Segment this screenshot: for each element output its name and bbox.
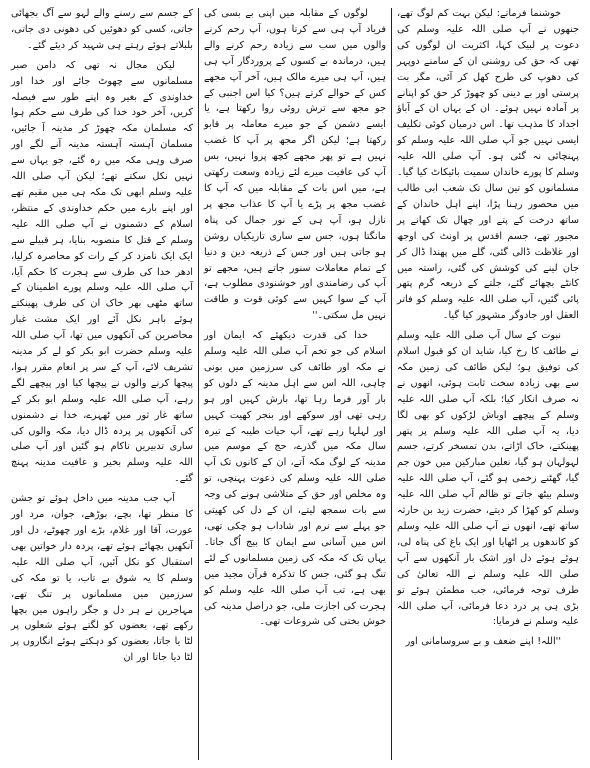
paragraph: ''اللہ! اپنے ضعف و بے سروسامانی اور [405, 636, 561, 648]
paragraph: کے جسم سے رسنے والے لہو سے آگ بجھائی جاتی، کسی کو دھوئیں کی دھونی دی جاتی، بلبلاتے ہوئے رہتے ہی شہید کر دیئے گئے۔ [11, 8, 193, 51]
column-divider [198, 8, 199, 760]
paragraph: آپ جب مدینہ میں داخل ہوئے تو جشن کا منظر تھا، بچے، بوڑھے، جوان، مرد اور عورت، آقا اور غلام، بڑے اور چھوٹے، دل اور آنکھیں بچھائے ہوئے تھے، پردہ دار خواتین بھی استقبال کو نکل آئیں، آپ صلی اللہ علیہ وسلم کا یہ شوق بے تاب، یا تو مکہ کی سرزمین میں مسلمانوں پر تنگ تھے، مہاجرین نے ہر دل و جگر راہوں میں بچھا رکھے تھے، بعضوں کو لگتے ہوئے شعلوں پر لٹا یا جاتا، بعضوں کو دہکتے ہوئے انگاروں پر لٹا دیا جاتا اور ان [11, 493, 193, 664]
paragraph: خوشنما فرماتے: لیکن بہت کم لوگ تھے، جنھوں نے آپ صلی اللہ علیہ وسلم کی دعوت پر لبیک کہا، اکثریت ان لوگوں کی تھی کہ حق کی روشنی ان کے سامنے دوپہر کی دھوپ کی طرح کھل کر آئی، مگر بت پرستی اور بے دینی کو چھوڑ کر حق کو اپنانے پر آمادہ نہیں ہوئے۔ ان کے یہاں ان کے آباؤ اجداد کا مذہب تھا۔ اس درمیان کوئی تکلیف ایسی نہیں جو آپ صلی اللہ علیہ وسلم کو پہنچائی نہ گئی ہو۔ آپ صلی اللہ علیہ وسلم کا پورے خاندان سمیت بائیکاٹ کیا گیا۔ مسلمانوں کو تین سال تک شعب ابی طالب میں محصور رہنا پڑا، اپنے اہل خاندان کے ساتھ درخت کے پتے اور چھال تک کھانے پر مجبور تھے، جسم اقدس پر اونٹ کی اوجھ اور غلاظت ڈالی گئی، گلے میں پھندا ڈال کر جان لینے کی کوشش کی گئی، راستہ میں کانٹے بچھائے گئے، جلتے کے ذریعہ گرم پتھر پائی گئیں، آپ صلی اللہ علیہ وسلم کو فاتر العقل اور جادوگر مشہور کیا گیا۔ [397, 8, 579, 322]
column-divider [391, 8, 392, 760]
paragraph: لوگوں کے مقابلہ میں اپنی بے بسی کی فریاد آپ ہی سے کرتا ہوں، آپ رحم کرنے والوں میں سب سے زیادہ رحم کرنے والے ہیں، درماندہ بے کسوں کے پروردگار آپ ہی ہیں، آپ ہی میرے مالک ہیں، آخر آپ مجھے کس کے حوالے کرتے ہیں؟ کیا اس اجنبی کے جو مجھ سے ترش روئی روا رکھتا ہے، یا ایسے دشمن کے جو میرے معاملہ پر قابو رکھتا ہے؛ لیکن اگر مجھ پر آپ کا غضب نہیں ہے تو پھر مجھے کچھ پروا نہیں، بس آپ کی عافیت میرے لئے زیادہ وسعت رکھتی ہے، میں اس بات کے مقابلہ میں کہ آپ کا غضب مجھ پر پڑے یا آپ کا عذاب مجھ پر نازل ہو، آپ ہی کے نور جمال کی پناہ مانگتا ہوں، جس سے ساری تاریکیاں روشن ہو جاتی ہیں اور جس کے ذریعہ دین و دنیا کے تمام معاملات سنور جاتے ہیں، مجھے تو آپ کی رضامندی اور خوشنودی مطلوب ہے، آپ کے سوا کہیں سے کوئی قوت و طاقت نہیں مل سکتی۔'' [204, 8, 386, 322]
paragraph: لیکن مجال نہ تھی کہ دامن صبر مسلمانوں سے چھوٹ جائے اور خدا اور خداوندی کے بغیر وہ اپنے طور سے فیصلہ کریں، آخر خود خدا کی طرف سے حکم ہوا کہ مسلمان مکہ چھوڑ کر مدینہ آ جائیں، مسلمان آہستہ آہستہ مدینہ آنے لگے اور صرف وہی مکہ میں رہ گئے، جو یہاں سے نہیں نکل سکتے تھے؛ لیکن آپ صلی اللہ علیہ وسلم ابھی تک مکہ ہی میں مقیم تھے اور اپنے بارے میں حکم خداوندی کے منتظر، اسلام کے دشمنوں نے آپ صلی اللہ علیہ وسلم کے قتل کا منصوبہ بنایا، ہر قبیلے سے ایک ایک نامزد کر کے رات کو محاصرہ کرلیا، ادھر خدا کی طرف سے ہجرت کا حکم آیا، آپ صلی اللہ علیہ وسلم پورے اطمینان کے ساتھ مٹھی بھر خاک ان کی طرف پھینکتے ہوئے باہر نکل آئے اور ایک مشت غبار محاصرین کی آنکھوں میں تھا، آپ صلی اللہ علیہ وسلم حضرت ابو بکر کو لے کر مدینہ تشریف لائے، آپ کے سر پر انعام مقرر ہوا، پیچھا کرنے والوں نے پیچھا کیا اور پیچھے لگے رہے، آپ صلی اللہ علیہ وسلم ابو بکر کے ساتھ غار ثور میں ٹھہرے، خدا نے دشمنوں کی آنکھوں پر پردہ ڈال دیا، مکہ والوں کی ساری تدبیریں ناکام ہو گئیں اور آپ صلی اللہ علیہ وسلم بخیر و عافیت مدینہ پہنچ گئے۔ [11, 59, 193, 485]
paragraph: خدا کی قدرت دیکھئے کہ ایمان اور اسلام کی جو تخم آپ صلی اللہ علیہ وسلم نے مکہ اور طائف کی سرزمین میں بونی چاہی، اللہ اس سے اہل مدینہ کے دلوں کو بار آور فرما رہا تھا، بارش کہیں اور ہو رہی تھی اور سوکھے اور بنجر کھیت کہیں اور لہلہا رہے تھے، آپ حیات طیبہ کے تیرہ سال مکہ میں گذرے، حج کے موسم میں مدینہ کے لوگ مکہ آتے، ان کے کانوں تک آپ صلی اللہ علیہ وسلم کی دعوت پہنچی، تو وہ مخلص اور حق کے متلاشی ہونے کی وجہ سے بات سمجھ لیتے، ان کے دل کی کھیتی جو پہلے سے نرم اور شاداب ہو چکی تھی، اس میں آسانی سے ایمان کا بیج اُگ جاتا۔ یہاں تک کہ مکہ کی زمین مسلمانوں کے لئے تنگ ہو گئی، جس کا تذکرہ قرآن مجید میں بھی ہے، تب آپ صلی اللہ علیہ وسلم کو ہجرت کی اجازت ملی، جو دراصل مدینہ کی خوش بختی کی شروعات تھی۔ [204, 330, 386, 628]
text-columns [8, 6, 582, 762]
column-middle [201, 6, 389, 762]
column-left [8, 6, 196, 762]
paragraph: نبوت کے سال آپ صلی اللہ علیہ وسلم نے طائف کا رخ کیا، شاید ان کو قبول اسلام کی توفیق ہو؛ لیکن طائف کی زمین مکہ سے بھی زیادہ سخت ثابت ہوئی، انھوں نے نہ صرف انکار کیا؛ بلکہ آپ صلی اللہ علیہ وسلم کے پیچھے اوباش لڑکوں کو بھی لگا دیا، یہ آپ صلی اللہ علیہ وسلم پر پتھر پھینکتے، خاک اڑاتے، بدن تمسخر کرتے، جسم لہولہان ہو گیا، نعلین مبارکین میں خون جم گیا، گھٹنے زخمی ہو گئے، آپ صلی اللہ علیہ وسلم بیٹھ جاتے تو ظالم آپ صلی اللہ علیہ وسلم کو کھڑا کر دیتے، حضرت زید بن حارثہ ساتھ تھے، انھوں نے آپ صلی اللہ علیہ وسلم کو کاندھوں پر اٹھایا اور ایک باغ کی پناہ لی، ہوئے ہوئے دل اور اشک بار آنکھوں سے آپ صلی اللہ علیہ وسلم نے اللہ تعالیٰ کی طرف توجہ فرمائی، جب مطمئن ہوئے تو بڑی ہی پر درد دعا فرمائی، آپ صلی اللہ علیہ وسلم نے فرمایا: [397, 330, 579, 628]
column-right [394, 6, 582, 762]
